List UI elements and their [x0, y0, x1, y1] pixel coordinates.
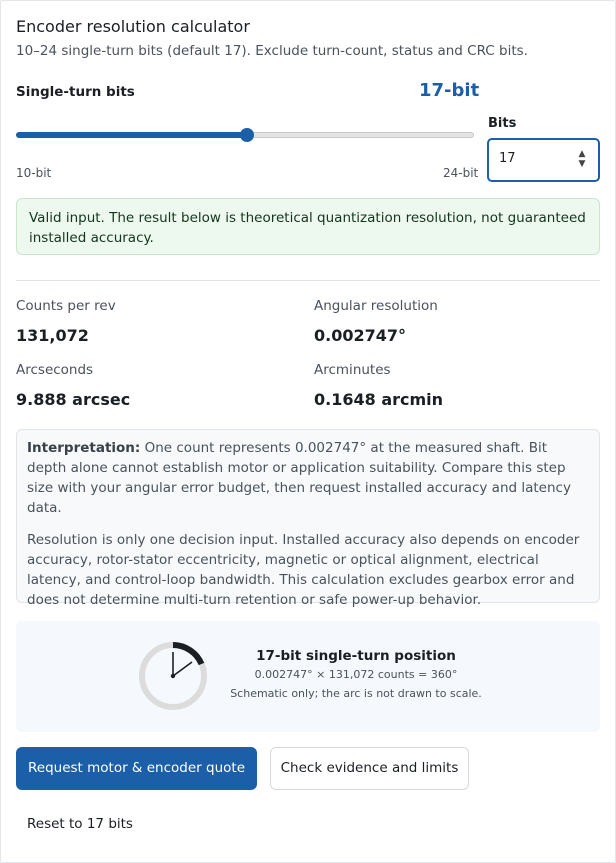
arcminutes-value: 0.1648 arcmin	[314, 390, 444, 409]
validation-message: Valid input. The result below is theoretical quantization resolution, not guaranteed installed accuracy.	[16, 198, 600, 255]
counts-per-rev-value: 131,072	[16, 326, 89, 345]
calculator-title: Encoder resolution calculator	[16, 17, 250, 36]
interpretation-text	[27, 438, 589, 518]
slider-max-label: 24-bit	[443, 166, 479, 180]
request-quote-button[interactable]: Request motor & encoder quote	[16, 747, 257, 790]
dial-needle-end	[173, 662, 192, 676]
position-dial-icon	[137, 640, 209, 712]
slider-label: Single-turn bits	[16, 84, 135, 100]
arcseconds-value: 9.888 arcsec	[16, 390, 131, 409]
calculator-subtitle: 10–24 single-turn bits (default 17). Exclude turn-count, status and CRC bits.	[16, 43, 528, 59]
interpretation-caveats: Resolution is only one decision input. Installed accuracy also depends on encoder accuracy, rotor-stator eccentricity, magnetic or optical alignment, electrical latency, and control-loop bandwidth. This calculation excludes gearbox error and does not determine multi-turn retention or safe power-up behavior.	[27, 532, 580, 608]
angular-resolution-label: Angular resolution	[314, 298, 438, 314]
arcminutes-label: Arcminutes	[314, 362, 391, 378]
schematic-title: 17-bit single-turn position	[256, 648, 456, 664]
counts-per-rev-label: Counts per rev	[16, 298, 116, 314]
schematic-note: Schematic only; the arc is not drawn to scale.	[230, 687, 482, 700]
dial-hub	[171, 674, 175, 678]
angular-resolution-value: 0.002747°	[314, 326, 407, 345]
dial-arc	[173, 645, 202, 664]
bits-number-field[interactable]	[487, 138, 600, 182]
bits-slider-fill	[16, 132, 247, 138]
spinner-icon[interactable]: ▲ ▼	[578, 149, 586, 169]
arcseconds-label: Arcseconds	[16, 362, 94, 378]
slider-min-label: 10-bit	[16, 166, 52, 180]
check-evidence-button[interactable]: Check evidence and limits	[270, 747, 469, 790]
schematic-equation: 0.002747° × 131,072 counts = 360°	[254, 668, 458, 681]
bit-depth-value: 17-bit	[419, 80, 480, 101]
bits-slider-thumb[interactable]	[240, 128, 254, 142]
bits-input[interactable]	[499, 151, 559, 166]
interpretation-heading: Interpretation:	[27, 440, 141, 456]
interpretation-body: One count represents 0.002747° at the measured shaft. Bit depth alone cannot establish motor or application suitability. Compare this step size with your angular error budget, then request installed accuracy and latency data.	[27, 440, 571, 516]
bits-input-label: Bits	[488, 116, 517, 131]
interpretation-panel	[16, 429, 600, 608]
divider	[16, 280, 600, 281]
reset-button[interactable]: Reset to 17 bits	[16, 806, 144, 842]
